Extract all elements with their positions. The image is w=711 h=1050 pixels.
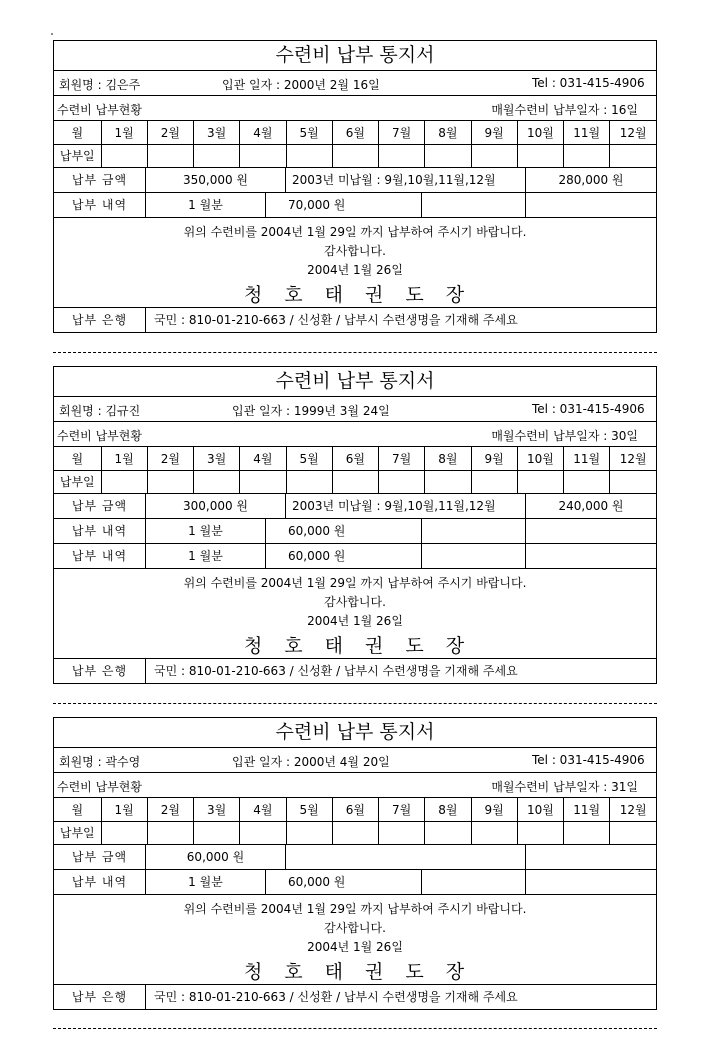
member-info-row [54,71,656,96]
month-cell: 5월 [286,447,332,470]
member-name: 회원명 : 곽수영 [59,755,141,769]
payment-message: 위의 수련비를 2004년 1월 29일 까지 납부하여 주시기 바랍니다. [183,575,527,590]
status-label: 수련비 납부현황 [57,780,142,794]
phone-number: Tel : 031-415-4906 [532,76,645,90]
details-period: 1 월분 [146,544,266,568]
bank-label: 납부 은행 [54,659,146,683]
monthly-payment-grid [54,447,656,494]
join-date: 입관 일자 : 1999년 3월 24일 [232,404,390,418]
paid-date-cell [286,470,332,493]
paid-date-cell [471,470,517,493]
details-row [54,544,656,569]
payment-notice-1 [53,40,657,333]
amount-row [54,168,656,193]
blank-cell [422,193,526,217]
message-block [54,895,656,985]
issue-date: 2004년 1월 26일 [307,613,403,628]
notice-title: 수련비 납부 통지서 [54,41,656,71]
details-label: 납부 내역 [54,544,146,568]
month-header: 월 [54,798,101,821]
paid-date-cell [471,821,517,844]
thanks-text: 감사합니다. [324,920,386,935]
amount-value: 350,000 원 [146,168,286,192]
details-amount: 60,000 원 [266,519,422,543]
status-label: 수련비 납부현황 [57,103,142,117]
blank-cell [526,193,656,217]
join-date: 입관 일자 : 2000년 2월 16일 [222,78,380,92]
thanks-text: 감사합니다. [324,594,386,609]
paid-date-cell [517,470,563,493]
amount-row [54,494,656,519]
notice-title: 수련비 납부 통지서 [54,367,656,397]
month-cell: 12월 [610,121,656,144]
paid-date-cell [517,821,563,844]
month-cell: 3월 [194,121,240,144]
paid-date-cell [194,821,240,844]
details-period: 1 월분 [146,193,266,217]
paid-date-label: 납부일 [54,821,101,844]
cut-line [53,1028,657,1029]
join-date: 입관 일자 : 2000년 4월 20일 [232,755,390,769]
paid-date-cell [425,144,471,167]
amount-value: 60,000 원 [146,845,286,869]
status-row [54,773,656,798]
issue-date: 2004년 1월 26일 [307,939,403,954]
paid-date-label: 납부일 [54,144,101,167]
thanks-text: 감사합니다. [324,243,386,258]
amount-label: 납부 금액 [54,494,146,518]
paid-date-cell [379,821,425,844]
month-cell: 2월 [147,447,193,470]
unpaid-amount: 280,000 원 [558,173,624,187]
month-cell: 8월 [425,121,471,144]
paid-date-cell [101,470,147,493]
month-cell: 7월 [379,798,425,821]
details-label: 납부 내역 [54,193,146,217]
blank-cell [526,519,656,543]
cut-line [53,352,657,353]
month-cell: 7월 [379,121,425,144]
details-period: 1 월분 [146,519,266,543]
payment-notice-2 [53,366,657,684]
month-cell: 10월 [517,447,563,470]
month-cell: 1월 [101,798,147,821]
month-cell: 2월 [147,798,193,821]
month-cell: 10월 [517,798,563,821]
paid-date-cell [332,144,378,167]
due-day: 매월수련비 납부일자 : 30일 [491,429,638,443]
member-info-row [54,397,656,422]
dojang-signature: 청호태권도장 [243,634,487,657]
amount-row [54,845,656,870]
month-cell: 5월 [286,121,332,144]
amount-label: 납부 금액 [54,168,146,192]
details-row [54,870,656,895]
month-header-row [54,121,656,144]
paid-date-cell [564,470,610,493]
paid-date-cell [194,144,240,167]
paid-date-cell [332,470,378,493]
bank-info: 국민 : 810-01-210-663 / 신성환 / 납부시 수련생명을 기재해 주세요 [154,664,518,678]
payment-message: 위의 수련비를 2004년 1월 29일 까지 납부하여 주시기 바랍니다. [183,224,527,239]
unpaid-amount [526,845,656,869]
blank-cell [526,870,656,894]
issue-date: 2004년 1월 26일 [307,262,403,277]
paid-date-cell [564,821,610,844]
dojang-signature: 청호태권도장 [243,960,487,983]
paid-date-cell [147,821,193,844]
paid-date-cell [425,821,471,844]
amount-value: 300,000 원 [146,494,286,518]
status-row [54,422,656,447]
unpaid-amount: 240,000 원 [558,499,624,513]
paid-date-row [54,821,656,844]
paid-date-cell [379,144,425,167]
bank-info: 국민 : 810-01-210-663 / 신성환 / 납부시 수련생명을 기재해 주세요 [154,990,518,1004]
message-block [54,218,656,308]
month-cell: 12월 [610,798,656,821]
month-cell: 12월 [610,447,656,470]
blank-cell [526,544,656,568]
month-cell: 1월 [101,447,147,470]
month-cell: 10월 [517,121,563,144]
notice-title: 수련비 납부 통지서 [54,718,656,748]
paid-date-cell [101,821,147,844]
paid-date-cell [471,144,517,167]
bank-info: 국민 : 810-01-210-663 / 신성환 / 납부시 수련생명을 기재해 주세요 [154,313,518,327]
paid-date-row [54,144,656,167]
phone-number: Tel : 031-415-4906 [532,402,645,416]
details-row [54,193,656,218]
paid-date-cell [332,821,378,844]
month-cell: 11월 [564,447,610,470]
corner-mark [51,33,53,35]
month-header: 월 [54,447,101,470]
details-amount: 60,000 원 [266,870,422,894]
month-cell: 8월 [425,447,471,470]
paid-date-cell [240,144,286,167]
details-period: 1 월분 [146,870,266,894]
paid-date-label: 납부일 [54,470,101,493]
bank-row [54,985,656,1009]
month-cell: 3월 [194,447,240,470]
month-cell: 11월 [564,798,610,821]
month-cell: 9월 [471,447,517,470]
member-name: 회원명 : 김규진 [59,404,141,418]
status-label: 수련비 납부현황 [57,429,142,443]
month-cell: 7월 [379,447,425,470]
status-row [54,96,656,121]
unpaid-months: 2003년 미납월 : 9월,10월,11월,12월 [286,168,526,192]
month-cell: 6월 [332,798,378,821]
blank-cell [422,870,526,894]
payment-notice-3 [53,717,657,1010]
paid-date-cell [286,821,332,844]
paid-date-cell [240,821,286,844]
bank-row [54,308,656,332]
paid-date-row [54,470,656,493]
due-day: 매월수련비 납부일자 : 16일 [491,103,638,117]
month-cell: 9월 [471,798,517,821]
paid-date-cell [610,821,656,844]
paid-date-cell [379,470,425,493]
monthly-payment-grid [54,798,656,845]
month-cell: 5월 [286,798,332,821]
due-day: 매월수련비 납부일자 : 31일 [491,780,638,794]
paid-date-cell [610,470,656,493]
bank-row [54,659,656,683]
paid-date-cell [147,144,193,167]
blank-cell [422,544,526,568]
paid-date-cell [194,470,240,493]
amount-label: 납부 금액 [54,845,146,869]
month-header-row [54,447,656,470]
month-cell: 6월 [332,447,378,470]
month-cell: 8월 [425,798,471,821]
monthly-payment-grid [54,121,656,168]
paid-date-cell [240,470,286,493]
month-cell: 2월 [147,121,193,144]
member-info-row [54,748,656,773]
details-amount: 70,000 원 [266,193,422,217]
blank-cell [422,519,526,543]
paid-date-cell [517,144,563,167]
paid-date-cell [564,144,610,167]
month-cell: 9월 [471,121,517,144]
details-row [54,519,656,544]
details-label: 납부 내역 [54,519,146,543]
month-cell: 6월 [332,121,378,144]
month-cell: 11월 [564,121,610,144]
paid-date-cell [147,470,193,493]
month-header: 월 [54,121,101,144]
details-label: 납부 내역 [54,870,146,894]
month-cell: 4월 [240,121,286,144]
unpaid-months [286,845,526,869]
payment-message: 위의 수련비를 2004년 1월 29일 까지 납부하여 주시기 바랍니다. [183,901,527,916]
unpaid-months: 2003년 미납월 : 9월,10월,11월,12월 [286,494,526,518]
paid-date-cell [101,144,147,167]
member-name: 회원명 : 김은주 [59,78,141,92]
paid-date-cell [610,144,656,167]
cut-line [53,703,657,704]
message-block [54,569,656,659]
bank-label: 납부 은행 [54,308,146,332]
phone-number: Tel : 031-415-4906 [532,753,645,767]
details-amount: 60,000 원 [266,544,422,568]
month-cell: 3월 [194,798,240,821]
month-header-row [54,798,656,821]
dojang-signature: 청호태권도장 [243,283,487,306]
paid-date-cell [425,470,471,493]
month-cell: 4월 [240,798,286,821]
bank-label: 납부 은행 [54,985,146,1009]
paid-date-cell [286,144,332,167]
month-cell: 1월 [101,121,147,144]
month-cell: 4월 [240,447,286,470]
